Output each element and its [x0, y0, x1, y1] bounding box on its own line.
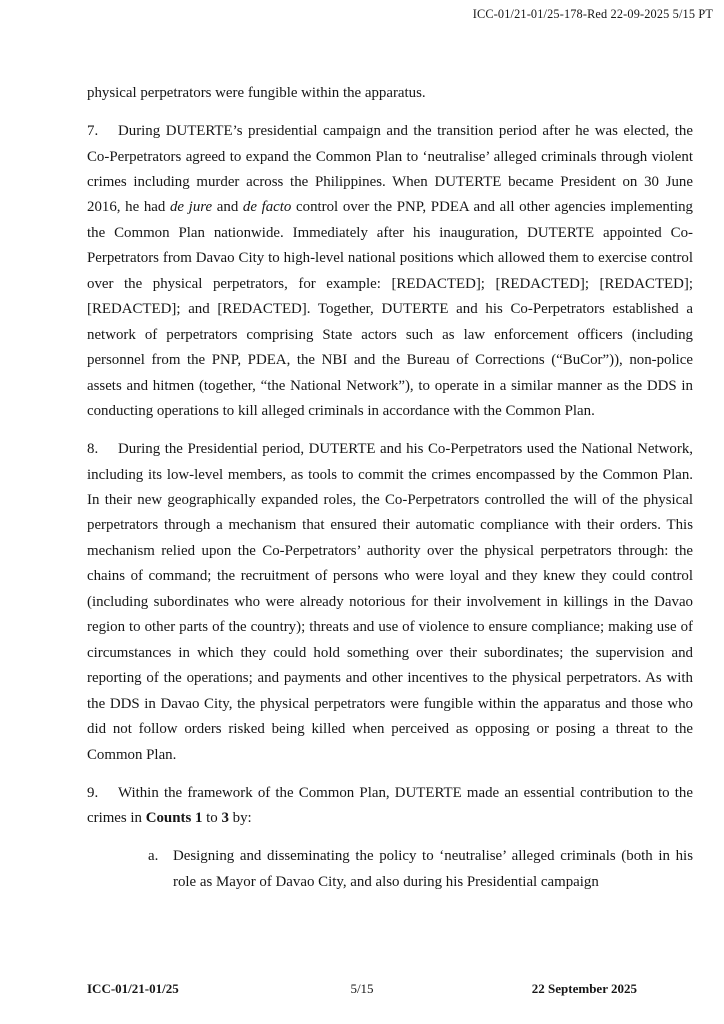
- list-item-a-marker: a.: [148, 848, 159, 865]
- paragraph-9-number: 9.: [87, 784, 99, 801]
- paragraph-8: [87, 437, 693, 768]
- paragraph-7-number: 7.: [87, 123, 99, 140]
- footer-page-indicator: 5/15: [350, 981, 374, 996]
- paragraph-8-number: 8.: [87, 441, 99, 458]
- footer-case-number: ICC-01/21-01/25: [87, 981, 179, 996]
- list-item-a: [148, 844, 693, 895]
- court-filing-stamp: ICC-01/21-01/25-178-Red 22-09-2025 5/15 PT: [472, 7, 713, 21]
- footer-date: 22 September 2025: [531, 981, 637, 996]
- carryover-paragraph: physical perpetrators were fungible within the apparatus.: [87, 85, 426, 101]
- paragraph-7-text: During DUTERTE’s presidential campaign and the transition period after he was elected, the Co-Perpetrators agreed to expand the Common Plan to ‘neutralise’ alleged criminals through violent crimes including murder across the Philippines. When DUTERTE became President on 30 June 2016, he had de jure and de facto control over the PNP, PDEA and all other agencies implementing the Common Plan nationwide. Immediately after his inauguration, DUTERTE appointed Co-Perpetrators from Davao City to high-level national positions which allowed them to exercise control over the physical perpetrators, for example: [REDACTED]; [REDACTED]; [REDACTED]; [REDACTED]; and [REDACTED]. Together, DUTERTE and his Co-Perpetrators established a network of perpetrators comprising State actors such as law enforcement officers (including personnel from the PNP, PDEA, the NBI and the Bureau of Corrections (“BuCor”)), non-police assets and hitmen (together, “the National Network”), to operate in a similar manner as the DDS in conducting operations to kill alleged criminals in accordance with the Common Plan.: [87, 123, 693, 420]
- paragraph-8-text: During the Presidential period, DUTERTE and his Co-Perpetrators used the National Network, including its low-level members, as tools to commit the crimes encompassed by the Common Plan. In their new geographically expanded roles, the Co-Perpetrators controlled the will of the physical perpetrators through a mechanism that ensured their automatic compliance with their orders. This mechanism relied upon the Co-Perpetrators’ authority over the physical perpetrators through: the chains of command; the recruitment of persons who were loyal and they knew they could control (including subordinates who were already notorious for their involvement in killings in the Davao region to other parts of the country); threats and use of violence to ensure compliance; making use of circumstances in which they could hold something over their subordinates; the supervision and reporting of the operations; and payments and other incentives to the physical perpetrators. As with the DDS in Davao City, the physical perpetrators were fungible within the apparatus and those who did not follow orders risked being killed when perceived as opposing or posing a threat to the Common Plan.: [87, 441, 693, 763]
- page-footer: [87, 981, 637, 997]
- list-item-a-text: Designing and disseminating the policy to ‘neutralise’ alleged criminals (both in his role as Mayor of Davao City, and also during his Presidential campaign: [173, 848, 693, 890]
- paragraph-9: [87, 781, 693, 832]
- paragraph-7: [87, 119, 693, 424]
- paragraph-9-text: Within the framework of the Common Plan, DUTERTE made an essential contribution to the crimes in Counts 1 to 3 by:: [87, 784, 693, 827]
- document-body: [87, 81, 693, 895]
